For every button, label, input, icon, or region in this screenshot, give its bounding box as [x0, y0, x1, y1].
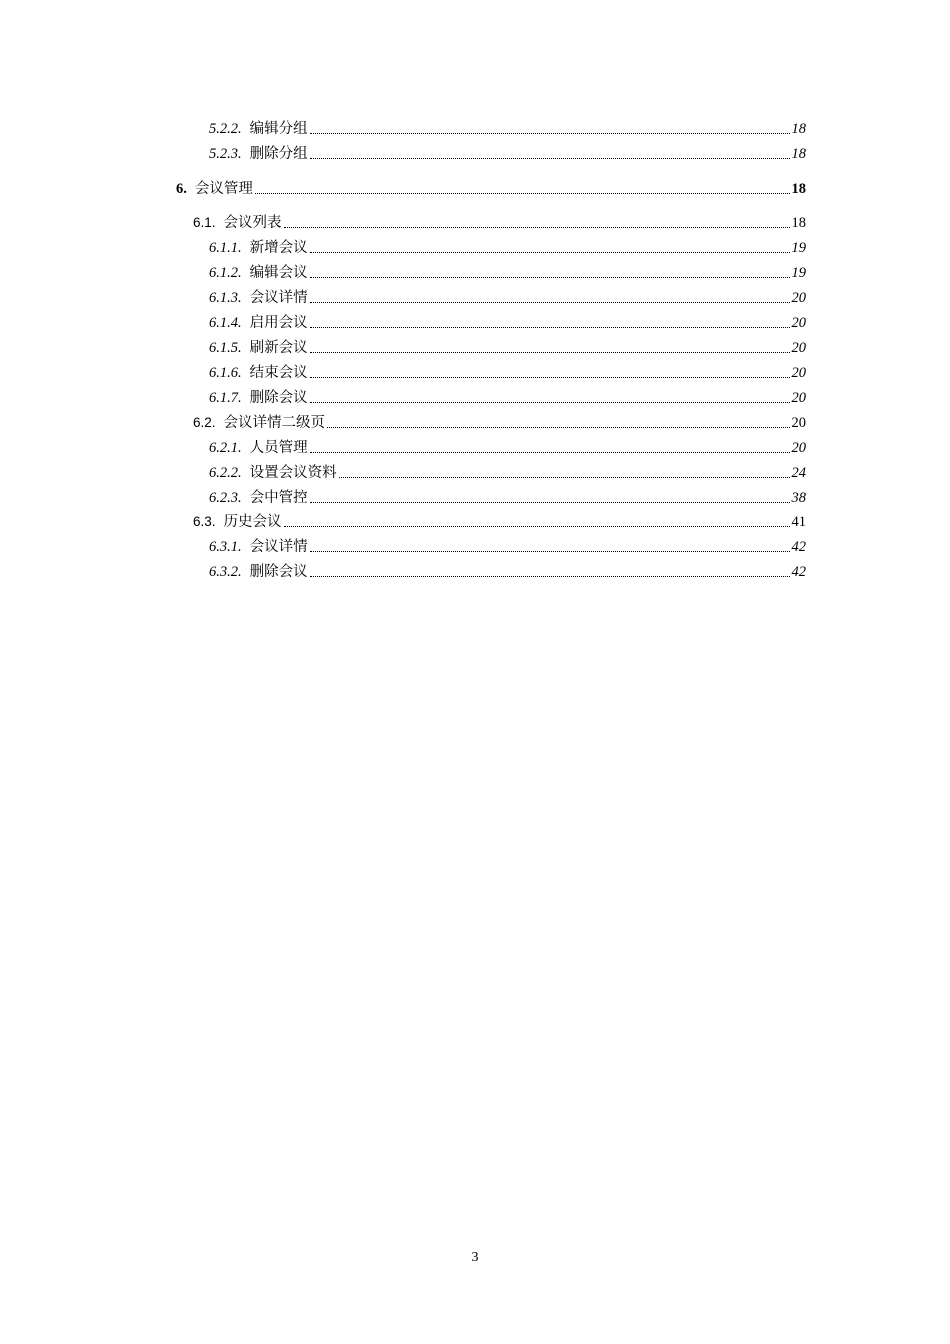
toc-entry[interactable]	[209, 487, 806, 507]
toc-dot-leader	[310, 327, 790, 328]
toc-entry-number: 6.3.1.	[209, 539, 242, 555]
toc-entry-title: 启用会议	[249, 315, 308, 331]
toc-entry-number: 6.2.3.	[209, 490, 242, 506]
toc-entry-title: 会议详情	[249, 539, 308, 555]
toc-entry-title: 删除分组	[249, 146, 308, 162]
toc-entry-number: 6.1.7.	[209, 390, 242, 406]
toc-entry[interactable]	[176, 178, 806, 198]
toc-entry-number: 6.2.1.	[209, 440, 242, 456]
toc-entry[interactable]	[193, 412, 806, 432]
toc-dot-leader	[310, 402, 790, 403]
toc-entry-title: 会议详情二级页	[223, 415, 326, 431]
toc-entry-title: 会议管理	[194, 181, 253, 197]
toc-entry-title: 会议详情	[249, 290, 308, 306]
toc-entry-number: 6.1.5.	[209, 340, 242, 356]
toc-entry-page: 42	[791, 564, 806, 580]
toc-entry-title: 会中管控	[249, 490, 308, 506]
toc-entry-number: 6.3.	[193, 514, 216, 529]
toc-entry-number: 5.2.2.	[209, 121, 242, 137]
toc-dot-leader	[310, 277, 790, 278]
toc-entry-page: 18	[791, 215, 806, 231]
toc-entry-page: 42	[791, 539, 806, 555]
toc-entry-title: 人员管理	[249, 440, 308, 456]
toc-entry-title: 编辑分组	[249, 121, 308, 137]
toc-entry-page: 20	[791, 415, 806, 431]
toc-entry-number: 6.1.2.	[209, 265, 242, 281]
toc-dot-leader	[284, 526, 790, 527]
toc-entry-page: 20	[791, 290, 806, 306]
toc-dot-leader	[339, 477, 790, 478]
toc-entry-page: 18	[791, 121, 806, 137]
toc-entry[interactable]	[209, 118, 806, 138]
toc-entry-page: 38	[791, 490, 806, 506]
toc-entry[interactable]	[209, 362, 806, 382]
toc-entry[interactable]	[209, 337, 806, 357]
toc-entry[interactable]	[209, 237, 806, 257]
toc-entry-page: 20	[791, 365, 806, 381]
toc-entry[interactable]	[209, 262, 806, 282]
toc-entry-number: 6.2.	[193, 415, 216, 430]
toc-dot-leader	[310, 551, 790, 552]
toc-entry-number: 6.3.2.	[209, 564, 242, 580]
toc-entry-page: 19	[791, 240, 806, 256]
toc-dot-leader	[327, 427, 789, 428]
toc-entry-title: 历史会议	[223, 514, 282, 530]
toc-entry-title: 设置会议资料	[249, 465, 337, 481]
toc-entry-number: 6.1.	[193, 215, 216, 230]
toc-entry-title: 删除会议	[249, 390, 308, 406]
toc-dot-leader	[284, 227, 790, 228]
toc-entry-page: 19	[791, 265, 806, 281]
toc-dot-leader	[310, 352, 790, 353]
toc-entry-number: 6.2.2.	[209, 465, 242, 481]
toc-dot-leader	[310, 133, 790, 134]
toc-entry-number: 6.	[176, 181, 187, 197]
toc-entry-page: 20	[791, 390, 806, 406]
toc-dot-leader	[310, 452, 790, 453]
toc-dot-leader	[310, 158, 790, 159]
toc-entry-page: 20	[791, 315, 806, 331]
toc-entry-number: 5.2.3.	[209, 146, 242, 162]
toc-dot-leader	[255, 193, 790, 194]
toc-entry-number: 6.1.4.	[209, 315, 242, 331]
toc-entry-title: 新增会议	[249, 240, 308, 256]
toc-entry[interactable]	[193, 511, 806, 531]
toc-entry-number: 6.1.3.	[209, 290, 242, 306]
toc-dot-leader	[310, 252, 790, 253]
toc-entry-number: 6.1.6.	[209, 365, 242, 381]
toc-dot-leader	[310, 576, 790, 577]
toc-entry-title: 结束会议	[249, 365, 308, 381]
toc-entry-page: 20	[791, 440, 806, 456]
toc-entry[interactable]	[209, 536, 806, 556]
toc-entry-page: 24	[791, 465, 806, 481]
toc-entry[interactable]	[193, 212, 806, 232]
toc-entry-title: 会议列表	[223, 215, 282, 231]
toc-entry[interactable]	[209, 462, 806, 482]
toc-entry-page: 20	[791, 340, 806, 356]
toc-dot-leader	[310, 302, 790, 303]
toc-entry-title: 编辑会议	[249, 265, 308, 281]
toc-entry-number: 6.1.1.	[209, 240, 242, 256]
toc-entry[interactable]	[209, 437, 806, 457]
toc-entry-page: 18	[791, 146, 806, 162]
page-number: 3	[471, 1250, 479, 1265]
toc-entry[interactable]	[209, 561, 806, 581]
toc-entry-page: 41	[791, 514, 806, 530]
toc-entry-page: 18	[791, 181, 806, 197]
toc-entry[interactable]	[209, 143, 806, 163]
toc-dot-leader	[310, 377, 790, 378]
toc-entry[interactable]	[209, 287, 806, 307]
toc-entry[interactable]	[209, 387, 806, 407]
toc-entry-title: 删除会议	[249, 564, 308, 580]
toc-dot-leader	[310, 502, 790, 503]
toc-entry-title: 刷新会议	[249, 340, 308, 356]
toc-entry[interactable]	[209, 312, 806, 332]
